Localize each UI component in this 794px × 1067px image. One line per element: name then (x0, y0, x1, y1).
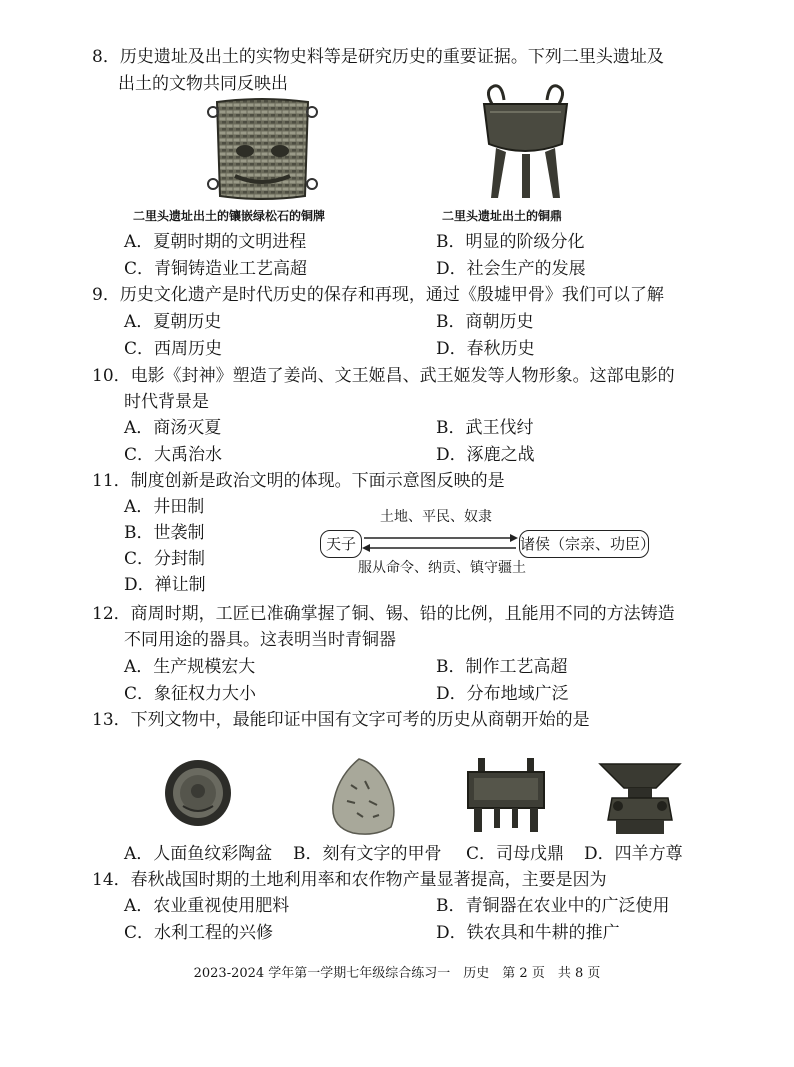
question-11-option-d: D．禅让制 (124, 575, 206, 595)
question-12-line-1: 12．商周时期，工匠已准确掌握了铜、锡、铅的比例，且能用不同的方法铸造 (92, 604, 675, 624)
diagram-box-tianzi: 天子 (320, 530, 362, 558)
question-8-line-2: 出土的文物共同反映出 (118, 74, 288, 94)
simuwu-ding-image (464, 756, 548, 834)
question-8-option-a: A．夏朝时期的文明进程 (124, 232, 307, 252)
question-14-option-b: B．青铜器在农业中的广泛使用 (436, 896, 670, 916)
question-14-line-1: 14．春秋战国时期的土地利用率和农作物产量显著提高，主要是因为 (92, 870, 607, 890)
question-13-option-c: C．司母戊鼎 (466, 844, 565, 864)
question-10-option-a: A．商汤灭夏 (124, 418, 222, 438)
question-10-option-d: D．涿鹿之战 (436, 445, 535, 465)
diagram-arrows (360, 528, 520, 558)
question-12-line-2: 不同用途的器具。这表明当时青铜器 (124, 630, 396, 650)
bronze-ding-image (478, 82, 573, 202)
caption-turquoise-plaque: 二里头遗址出土的镶嵌绿松石的铜牌 (133, 209, 326, 223)
question-10-option-b: B．武王伐纣 (436, 418, 534, 438)
question-13-line-1: 13．下列文物中，最能印证中国有文字可考的历史从商朝开始的是 (92, 710, 590, 730)
question-13-option-d: D．四羊方尊 (584, 844, 683, 864)
question-9-line-1: 9．历史文化遗产是时代历史的保存和再现，通过《殷墟甲骨》我们可以了解 (92, 285, 664, 305)
question-14-option-a: A．农业重视使用肥料 (124, 896, 290, 916)
turquoise-bronze-plaque-image (205, 96, 320, 202)
question-10-line-2: 时代背景是 (124, 392, 209, 412)
question-10-line-1: 10．电影《封神》塑造了姜尚、文王姬昌、武王姬发等人物形象。这部电影的 (92, 366, 675, 386)
four-goat-square-zun-image (598, 758, 682, 836)
question-9-option-a: A．夏朝历史 (124, 312, 222, 332)
question-14-option-c: C．水利工程的兴修 (124, 923, 274, 943)
question-12-option-b: B．制作工艺高超 (436, 657, 568, 677)
question-12-option-d: D．分布地域广泛 (436, 684, 569, 704)
question-11-option-c: C．分封制 (124, 549, 206, 569)
question-11-line-1: 11．制度创新是政治文明的体现。下面示意图反映的是 (92, 471, 505, 491)
caption-bronze-ding: 二里头遗址出土的铜鼎 (442, 209, 563, 223)
page-footer: 2023-2024 学年第一学期七年级综合练习一 历史 第 2 页 共 8 页 (193, 966, 601, 981)
question-13-option-b: B．刻有文字的甲骨 (293, 844, 442, 864)
diagram-top-label: 土地、平民、奴隶 (380, 509, 492, 525)
question-8-line-1: 8．历史遗址及出土的实物史料等是研究历史的重要证据。下列二里头遗址及 (92, 47, 664, 67)
diagram-bottom-label: 服从命令、纳贡、镇守疆土 (358, 560, 526, 576)
question-12-option-a: A．生产规模宏大 (124, 657, 256, 677)
inscribed-oracle-bone-image (325, 755, 400, 837)
question-8-option-d: D．社会生产的发展 (436, 259, 586, 279)
question-10-option-c: C．大禹治水 (124, 445, 223, 465)
question-9-option-c: C．西周历史 (124, 339, 223, 359)
question-11-option-a: A．井田制 (124, 497, 205, 517)
diagram-box-zhuhou: 诸侯（宗亲、功臣） (519, 530, 649, 558)
question-9-option-d: D．春秋历史 (436, 339, 535, 359)
question-12-option-c: C．象征权力大小 (124, 684, 257, 704)
question-8-option-b: B．明显的阶级分化 (436, 232, 585, 252)
painted-pottery-basin-image (163, 758, 233, 828)
question-13-option-a: A．人面鱼纹彩陶盆 (124, 844, 273, 864)
question-8-option-c: C．青铜铸造业工艺高超 (124, 259, 308, 279)
question-9-option-b: B．商朝历史 (436, 312, 534, 332)
question-11-option-b: B．世袭制 (124, 523, 205, 543)
question-14-option-d: D．铁农具和牛耕的推广 (436, 923, 620, 943)
